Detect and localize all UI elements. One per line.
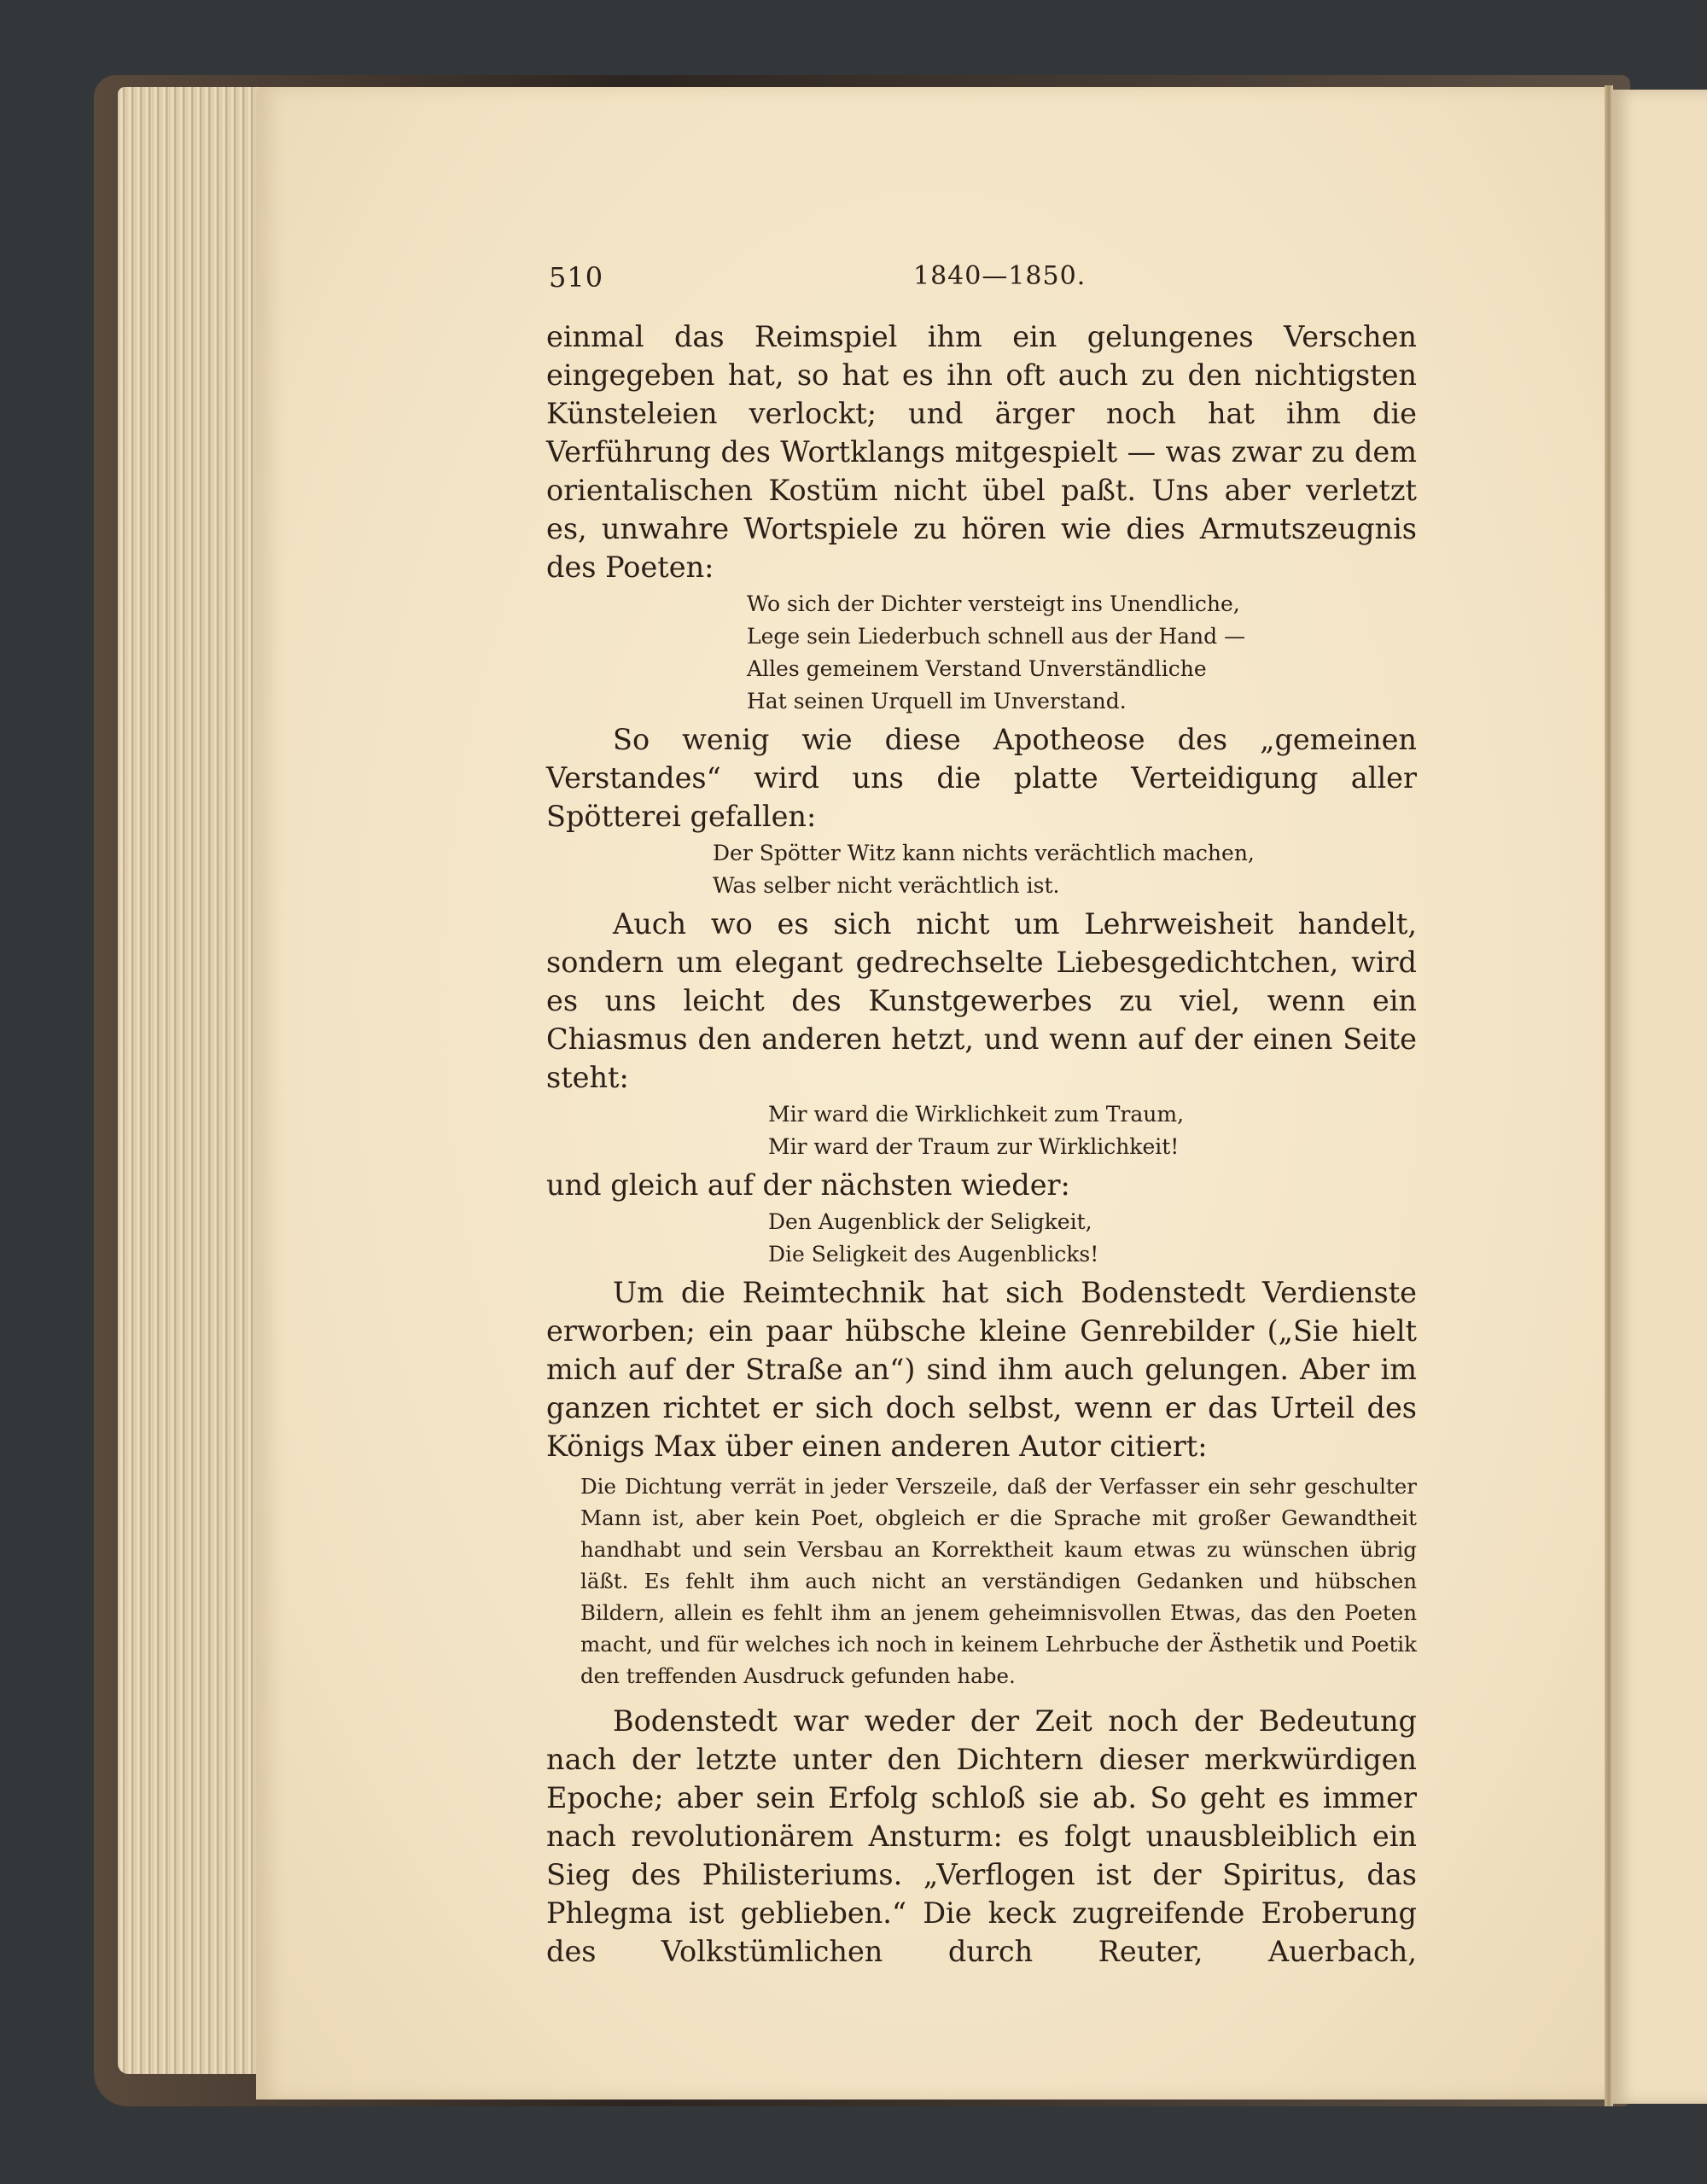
paragraph-1: einmal das Reimspiel ihm ein gelungenes Verschen eingegeben hat, so hat es ihn oft auch zu den nichtigsten Künsteleien verlockt; und ärger noch hat ihm die Verführung des Wortklangs mitgespielt — was zwar zu dem orientalischen Kostüm nicht übel paßt. Uns aber verletzt es, unwahre Wortspiele zu hören wie dies Armutszeugnis des Poeten:: [546, 320, 1417, 584]
page-number: 510: [549, 261, 604, 294]
verse-line: Den Augenblick der Seligkeit,: [768, 1209, 1092, 1234]
verse-line: Wo sich der Dichter versteigt ins Unendliche,: [747, 591, 1240, 616]
paragraph-3: Auch wo es sich nicht um Lehrweisheit handelt, sondern um elegant gedrechselte Liebesgedichtchen, wird es uns leicht des Kunstgewerbes zu viel, wenn ein Chiasmus den anderen hetzt, und wenn auf der einen Seite steht:: [546, 907, 1417, 1094]
verse-line: Der Spötter Witz kann nichts verächtlich machen,: [713, 841, 1255, 865]
verse-quote-3: [768, 1098, 1417, 1163]
paragraph-6: Bodenstedt war weder der Zeit noch der Bedeutung nach der letzte unter den Dichtern dieser merkwürdigen Epoche; aber sein Erfolg schloß sie ab. So geht es immer nach revolutionärem Ansturm: es folgt unausbleiblich ein Sieg des Philisteriums. „Verflogen ist der Spiritus, das Phlegma ist geblieben.“ Die keck zugreifende Eroberung des Volkstümlichen durch Reuter, Auerbach,: [546, 1704, 1417, 1968]
verse-quote-1: [747, 588, 1417, 718]
verse-line: Die Seligkeit des Augenblicks!: [768, 1242, 1099, 1267]
verse-quote-2: [713, 837, 1417, 902]
paragraph-5: Um die Reimtechnik hat sich Bodenstedt Verdienste erworben; ein paar hübsche kleine Genrebilder („Sie hielt mich auf der Straße an“) sind ihm auch gelungen. Aber im ganzen richtet er sich doch selbst, wenn er das Urteil des Königs Max über einen anderen Autor citiert:: [546, 1276, 1417, 1463]
verse-line: Was selber nicht verächtlich ist.: [713, 873, 1060, 898]
page-edges: [118, 87, 265, 2074]
running-head: 1840—1850.: [913, 261, 1087, 291]
verse-line: Hat seinen Urquell im Unverstand.: [747, 689, 1127, 713]
verse-line: Lege sein Liederbuch schnell aus der Hand —: [747, 624, 1246, 649]
paragraph-2: So wenig wie diese Apotheose des „gemeinen Verstandes“ wird uns die platte Verteidigung aller Spötterei gefallen:: [546, 723, 1417, 833]
verse-line: Alles gemeinem Verstand Unverständliche: [747, 656, 1207, 681]
verse-line: Mir ward die Wirklichkeit zum Traum,: [768, 1102, 1185, 1127]
verse-quote-4: [768, 1206, 1417, 1271]
page-text: [546, 256, 1417, 1971]
facing-page-edge: [1611, 90, 1707, 2104]
verse-line: Mir ward der Traum zur Wirklichkeit!: [768, 1134, 1180, 1159]
page-header: [546, 256, 1417, 317]
paragraph-4: und gleich auf der nächsten wieder:: [546, 1168, 1070, 1202]
block-quote: Die Dichtung verrät in jeder Verszeile, daß der Verfasser ein sehr geschulter Mann ist, aber kein Poet, obgleich er die Sprache mit großer Gewandtheit handhabt und sein Versbau an Korrektheit kaum etwas zu wünschen übrig läßt. Es fehlt ihm auch nicht an verständigen Gedanken und hübschen Bildern, allein es fehlt ihm an jenem geheimnisvollen Etwas, das den Poeten macht, und für welches ich noch in keinem Lehrbuche der Ästhetik und Poetik den treffenden Ausdruck gefunden habe.: [580, 1474, 1417, 1688]
